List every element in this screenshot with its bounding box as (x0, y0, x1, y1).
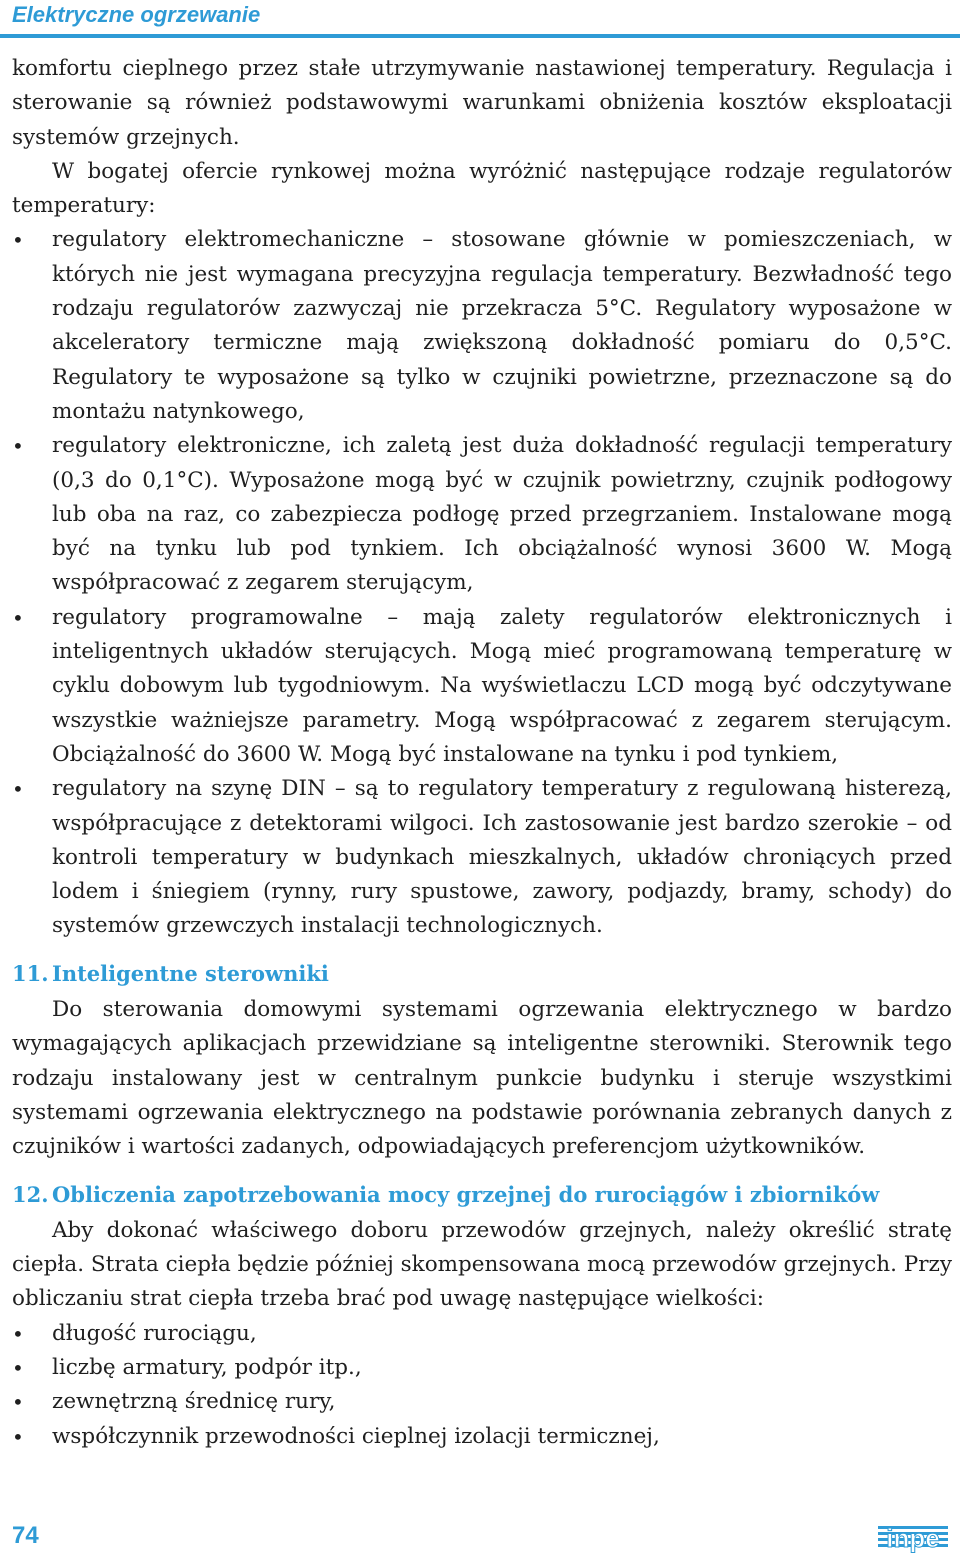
bullet-icon: • (12, 1321, 24, 1346)
list-item (12, 601, 952, 772)
bullet-icon: • (12, 1355, 24, 1380)
bullet-icon: • (12, 434, 24, 459)
section-number: 12. (12, 1181, 49, 1207)
list-item (12, 223, 952, 429)
paragraph-intro: komfortu cieplnego przez stałe utrzymywanie nastawionej temperatury. Regulacja i sterowanie są również podstawowymi warunkami obniżenia kosztów eksploatacji systemów grzejnych. (12, 56, 952, 150)
page-body (12, 52, 952, 1454)
bullet-icon: • (12, 228, 24, 253)
list-item-text: długość rurociągu, (52, 1320, 257, 1346)
list-item (12, 772, 952, 943)
list-item-text: regulatory elektroniczne, ich zaletą jest duża dokładność regulacji temperatury (0,3 do 0,1°C). Wyposażone mogą być w czujnik powietrzny, czujnik podłogowy lub oba na raz, co zabezpiecza podłogę przed przegrzaniem. Instalowane mogą być na tynku lub pod tynkiem. Ich obciążalność wynosi 3600 W. Mogą współpracować z zegarem sterującym, (52, 433, 952, 596)
list-item-text: regulatory elektromechaniczne – stosowane głównie w pomieszczeniach, w których nie jest wymagana precyzyjna regulacja temperatury. Bezwładność tego rodzaju regulatorów zazwyczaj nie przekracza 5°C. Regulatory wyposażone w akceleratory termiczne mają zwiększoną dokładność pomiaru do 0,5°C. Regulatory te wyposażone są tylko w czujniki powietrzne, przeznaczone są do montażu natynkowego, (52, 227, 952, 424)
section-title: Obliczenia zapotrzebowania mocy grzejnej do rurociągów i zbiorników (52, 1181, 880, 1207)
list-item (12, 1385, 952, 1419)
page-header (0, 0, 960, 34)
list-item (12, 1317, 952, 1351)
running-title: Elektryczne ogrzewanie (12, 2, 261, 27)
paragraph-regulator-types: W bogatej ofercie rynkowej można wyróżnić następujące rodzaje regulatorów temperatury: (12, 158, 952, 219)
list-item-text: zewnętrzną średnicę rury, (52, 1389, 336, 1415)
paragraph-section-12: Aby dokonać właściwego doboru przewodów grzejnych, należy określić stratę ciepła. Strata ciepła będzie później skompensowana mocą przewodów grzejnych. Przy obliczaniu strat ciepła trzeba brać pod uwagę następujące wielkości: (12, 1217, 952, 1312)
bullet-icon: • (12, 605, 24, 630)
page-number: 74 (12, 1522, 39, 1549)
section-title: Inteligentne sterowniki (52, 960, 329, 986)
inpe-logo-icon (876, 1518, 950, 1558)
bullet-icon: • (12, 1424, 24, 1449)
list-item (12, 1351, 952, 1385)
paragraph-section-11: Do sterowania domowymi systemami ogrzewania elektrycznego w bardzo wymagających aplikacjach przewidziane są inteligentne sterowniki. Sterownik tego rodzaju instalowany jest w centralnym punkcie budynku i steruje wszystkimi systemami ogrzewania elektrycznego na podstawie porównania zebranych danych z czujników i wartości zadanych, odpowiadających preferencjom użytkowników. (12, 997, 952, 1160)
section-heading-12 (12, 1178, 952, 1212)
bullet-icon: • (12, 1390, 24, 1415)
regulator-list (12, 223, 952, 943)
list-item (12, 429, 952, 600)
list-item (12, 1420, 952, 1454)
section-number: 11. (12, 960, 49, 986)
logo-text: inpe (886, 1523, 940, 1553)
heat-loss-factors-list (12, 1317, 952, 1454)
list-item-text: regulatory programowalne – mają zalety regulatorów elektronicznych i inteligentnych układów sterujących. Mogą mieć programowaną temperaturę w cyklu dobowym lub tygodniowym. Na wyświetlaczu LCD mogą być odczytywane wszystkie ważniejsze parametry. Mogą współpracować z zegarem sterującym. Obciążalność do 3600 W. Mogą być instalowane na tynku i pod tynkiem, (52, 604, 952, 767)
list-item-text: liczbę armatury, podpór itp., (52, 1354, 362, 1380)
list-item-text: współczynnik przewodności cieplnej izolacji termicznej, (52, 1423, 660, 1449)
section-heading-11 (12, 957, 952, 991)
list-item-text: regulatory na szynę DIN – są to regulatory temperatury z regulowaną histerezą, współpracujące z detektorami wilgoci. Ich zastosowanie jest bardzo szerokie – od kontroli temperatury w budynkach mieszkalnych, układów chroniących przed lodem i śniegiem (rynny, rury spustowe, zawory, podjazdy, bramy, schody) do systemów grzewczych instalacji technologicznych. (52, 776, 952, 939)
header-rule (0, 34, 960, 38)
bullet-icon: • (12, 777, 24, 802)
